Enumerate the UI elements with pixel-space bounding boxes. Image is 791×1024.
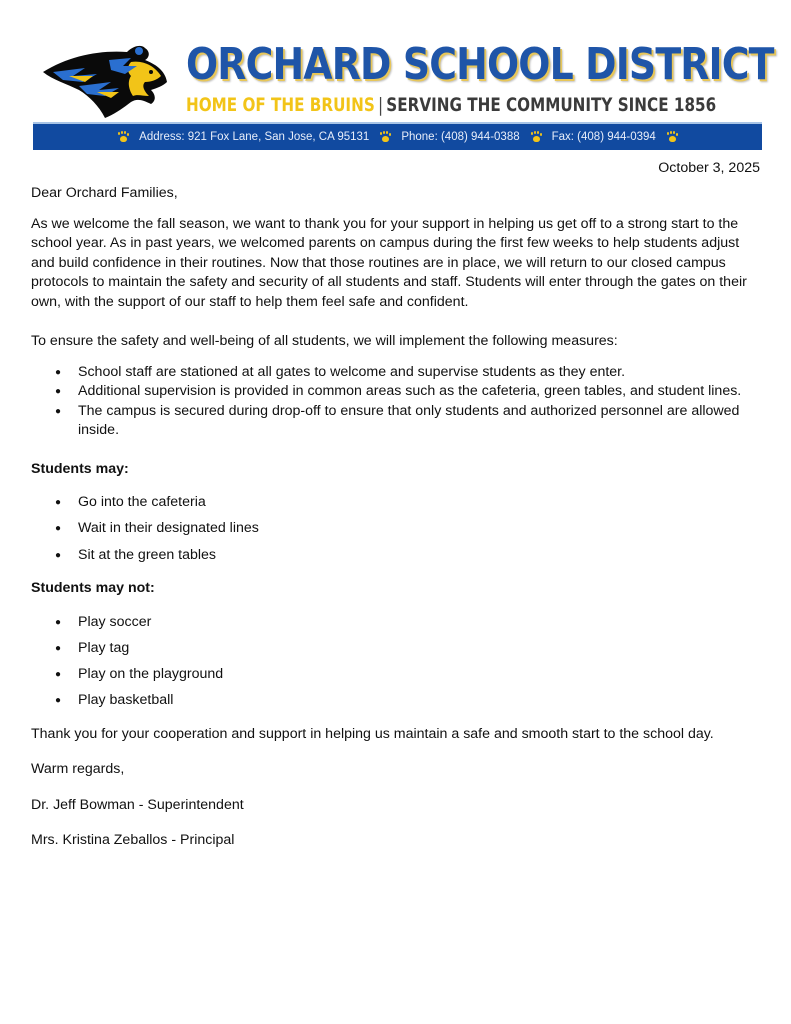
signatory-principal: Mrs. Kristina Zeballos - Principal <box>31 832 235 849</box>
measures-intro: To ensure the safety and well-being of all students, we will implement the following measures: <box>31 333 618 349</box>
tagline <box>186 94 716 116</box>
list-item: ● School staff are stationed at all gates to welcome and supervise students as they enter. <box>31 363 763 383</box>
bruin-bear-mascot-icon <box>39 42 171 120</box>
letter-closing <box>31 725 763 851</box>
tagline-separator: | <box>377 94 384 116</box>
students-may-not-list <box>31 613 763 711</box>
closing-phrase: Warm regards, <box>31 761 125 778</box>
list-item: ● Play basketball <box>31 691 763 711</box>
paw-print-icon <box>666 131 678 143</box>
district-name: ORCHARD SCHOOL DISTRICT <box>186 39 774 90</box>
list-item: ● The campus is secured during drop-off to ensure that only students and authorized personnel are allowed inside. <box>31 402 763 441</box>
paw-print-icon <box>117 131 129 143</box>
list-item: ● Additional supervision is provided in common areas such as the cafeteria, green tables, and student lines. <box>31 382 763 402</box>
intro-paragraph: As we welcome the fall season, we want to thank you for your support in helping us get off to a strong start to the school year. As in past years, we welcomed parents on campus during the first few weeks to help students adjust and build confidence in their routines. Now that those routines are in place, we will return to our closed campus protocols to maintain the safety and security of all students and staff. Students will enter through the gates on their own, with the support of our staff to help them feel safe and confident. <box>31 215 747 310</box>
paw-print-icon <box>530 131 542 143</box>
list-item: ● Play soccer <box>31 613 763 633</box>
tagline-community: SERVING THE COMMUNITY SINCE 1856 <box>386 94 717 116</box>
list-item: ● Wait in their designated lines <box>31 519 763 539</box>
salutation: Dear Orchard Families, <box>31 185 178 201</box>
measures-list <box>31 363 763 441</box>
tagline-mascot: HOME OF THE BRUINS <box>186 94 375 116</box>
paw-print-icon <box>379 131 391 143</box>
letter-date: October 3, 2025 <box>658 160 760 176</box>
signatory-superintendent: Dr. Jeff Bowman - Superintendent <box>31 796 244 813</box>
list-item: ● Go into the cafeteria <box>31 493 763 513</box>
letterhead <box>33 38 774 150</box>
address-text: Address: 921 Fox Lane, San Jose, CA 95131 <box>139 131 370 143</box>
students-may-list <box>31 493 763 565</box>
students-may-heading: Students may: <box>31 460 129 477</box>
students-may-not-heading: Students may not: <box>31 580 155 597</box>
phone-text: Phone: (408) 944-0388 <box>401 131 520 143</box>
list-item: ● Play tag <box>31 639 763 659</box>
list-item: ● Play on the playground <box>31 665 763 685</box>
list-item: ● Sit at the green tables <box>31 546 763 566</box>
fax-text: Fax: (408) 944-0394 <box>551 131 656 143</box>
thanks-paragraph: Thank you for your cooperation and support in helping us maintain a safe and smooth start to the school day. <box>31 725 714 742</box>
contact-banner <box>33 122 762 150</box>
letter-body <box>31 184 763 867</box>
